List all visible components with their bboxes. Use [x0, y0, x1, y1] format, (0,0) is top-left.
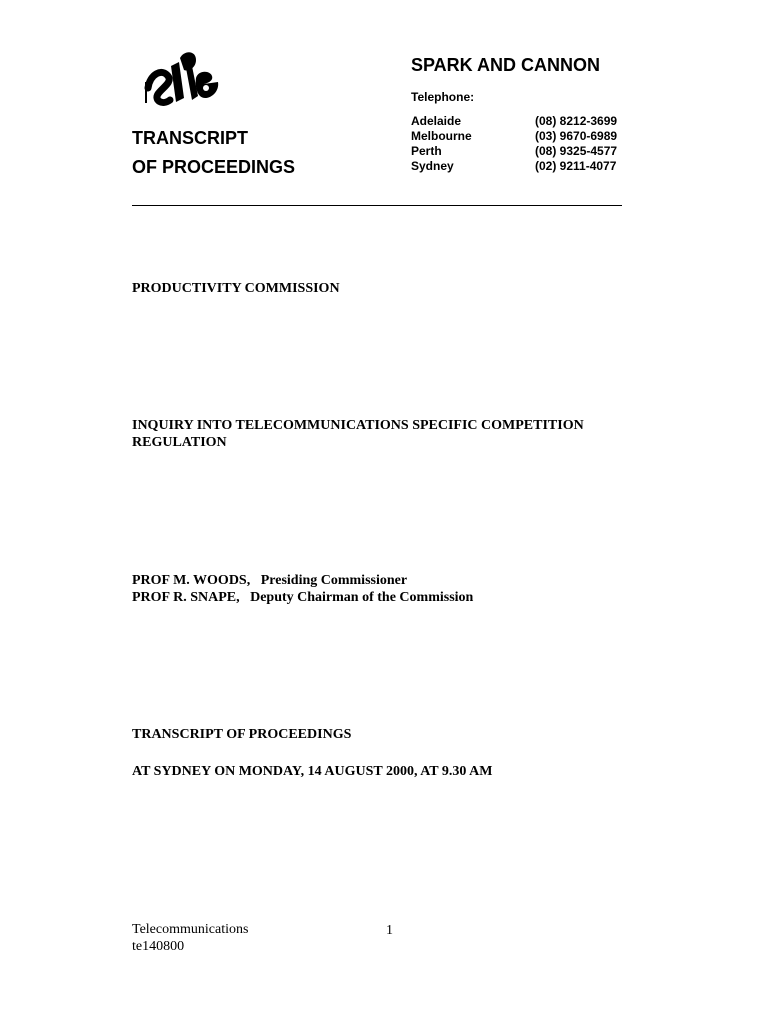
- phone-city: Adelaide: [411, 114, 462, 128]
- inquiry-title: [132, 417, 652, 451]
- commissioner-entry: PROF M. WOODS, Presiding Commissioner: [132, 573, 408, 588]
- spark-and-cannon-logo: [140, 48, 224, 108]
- commissioner-entry: PROF R. SNAPE, Deputy Chairman of the Commission: [132, 590, 474, 605]
- commissioner-list: [132, 572, 473, 606]
- phone-list: [411, 114, 617, 174]
- session-details: AT SYDNEY ON MONDAY, 14 AUGUST 2000, AT 9.30 AM: [132, 764, 493, 779]
- phone-row-perth: [411, 144, 617, 159]
- footer-title: Telecommunications: [132, 922, 249, 937]
- organisation-name: PRODUCTIVITY COMMISSION: [132, 281, 340, 296]
- inquiry-title-line: INQUIRY INTO TELECOMMUNICATIONS SPECIFIC COMPETITION: [132, 418, 584, 433]
- phone-number: (08) 8212-3699: [535, 114, 618, 128]
- phone-city: Sydney: [411, 159, 454, 173]
- phone-row-sydney: [411, 159, 617, 174]
- document-title: [132, 124, 295, 182]
- phone-row-melbourne: [411, 129, 617, 144]
- page-number: 1: [386, 923, 393, 938]
- document-title-line: TRANSCRIPT: [132, 128, 248, 148]
- page-footer: [132, 921, 248, 955]
- phone-number: (03) 9670-6989: [535, 129, 618, 143]
- header-divider: [132, 205, 622, 206]
- phone-number: (08) 9325-4577: [535, 144, 618, 158]
- proceedings-heading: TRANSCRIPT OF PROCEEDINGS: [132, 727, 352, 742]
- phone-row-adelaide: [411, 114, 617, 129]
- telephone-label: Telephone:: [411, 90, 475, 104]
- logo-icon: [140, 48, 224, 108]
- footer-code: te140800: [132, 939, 185, 954]
- company-name: SPARK AND CANNON: [411, 55, 600, 75]
- phone-city: Perth: [411, 144, 442, 158]
- inquiry-title-line: REGULATION: [132, 435, 227, 450]
- phone-city: Melbourne: [411, 129, 472, 143]
- document-title-line: OF PROCEEDINGS: [132, 157, 296, 177]
- phone-number: (02) 9211-4077: [535, 159, 617, 173]
